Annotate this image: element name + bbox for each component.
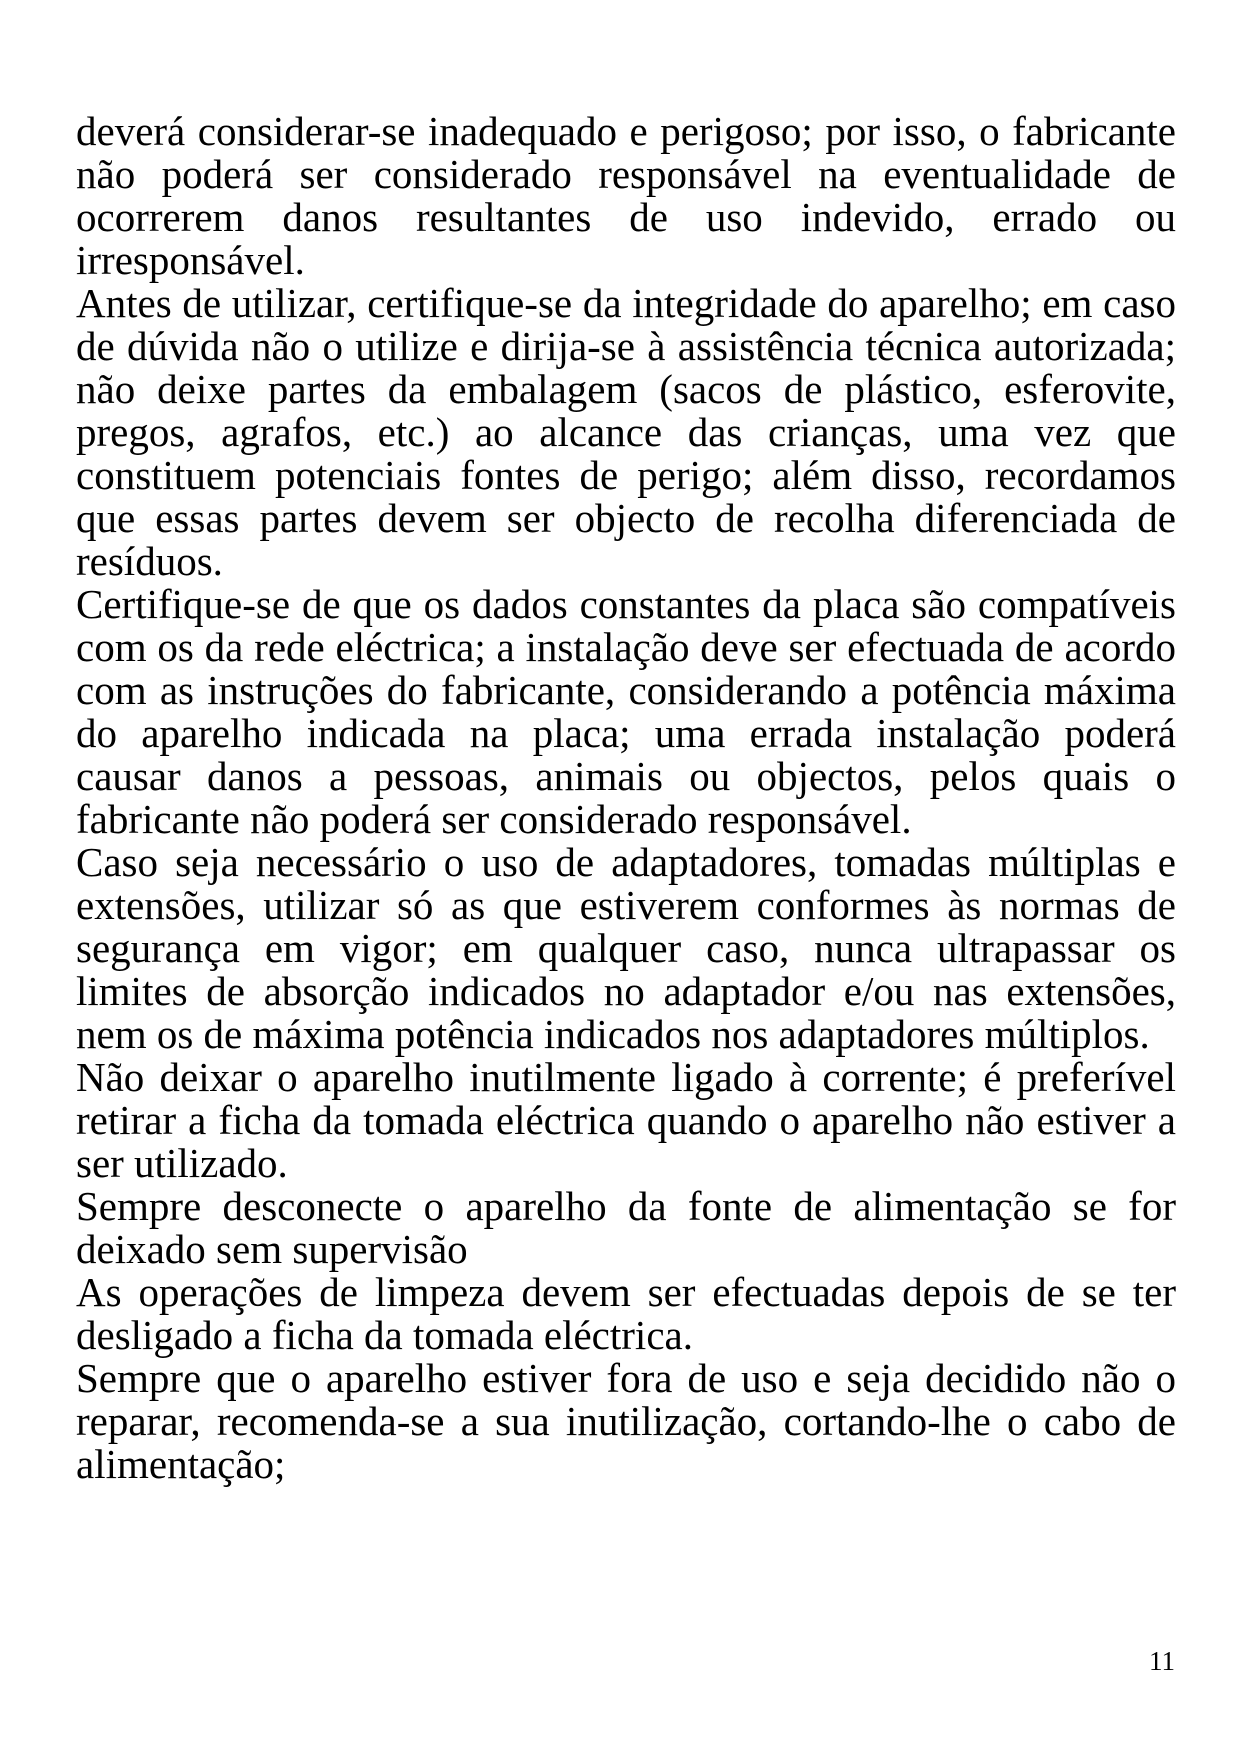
paragraph-installation: Certifique-se de que os dados constantes da placa são compatíveis com os da rede eléctrica; a instalação deve ser efectuada de acordo com as instruções do fabricante, considerando a potência máxima do aparelho indicada na placa; uma errada instalação poderá causar danos a pessoas, animais ou objectos, pelos quais o fabricante não poderá ser considerado responsável.: [76, 581, 1176, 842]
page-number: 11: [1149, 1646, 1175, 1676]
paragraph-misuse-warning: deverá considerar-se inadequado e perigoso; por isso, o fabricante não poderá ser considerado responsável na eventualidade de ocorrerem danos resultantes de uso indevido, errado ou irresponsável.: [76, 108, 1176, 283]
paragraph-disposal: Sempre que o aparelho estiver fora de uso e seja decidido não o reparar, recomenda-se a sua inutilização, cortando-lhe o cabo de alimentação;: [76, 1355, 1176, 1487]
paragraph-cleaning: As operações de limpeza devem ser efectuadas depois de se ter desligado a ficha da tomada eléctrica.: [76, 1269, 1176, 1358]
paragraph-adapters: Caso seja necessário o uso de adaptadores, tomadas múltiplas e extensões, utilizar só as que estiverem conformes às normas de segurança em vigor; em qualquer caso, nunca ultrapassar os limites de absorção indicados no adaptador e/ou nas extensões, nem os de máxima potência indicados nos adaptadores múltiplos.: [76, 839, 1176, 1057]
paragraph-unplug-when-idle: Não deixar o aparelho inutilmente ligado à corrente; é preferível retirar a ficha da tomada eléctrica quando o aparelho não estiver a ser utilizado.: [76, 1054, 1176, 1186]
body-text: [76, 110, 1176, 1486]
paragraph-supervision: Sempre desconecte o aparelho da fonte de alimentação se for deixado sem supervisão: [76, 1183, 1176, 1272]
paragraph-packaging-safety: Antes de utilizar, certifique-se da integridade do aparelho; em caso de dúvida não o utilize e dirija-se à assistência técnica autorizada; não deixe partes da embalagem (sacos de plástico, esferovite, pregos, agrafos, etc.) ao alcance das crianças, uma vez que constituem potenciais fontes de perigo; além disso, recordamos que essas partes devem ser objecto de recolha diferenciada de resíduos.: [76, 280, 1176, 584]
